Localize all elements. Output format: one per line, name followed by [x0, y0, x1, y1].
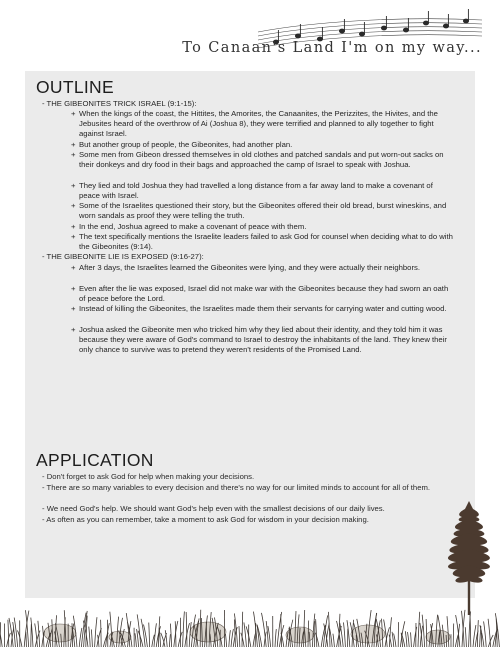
list-item: + They lied and told Joshua they had travelled a long distance from a far away land to make a covenant of peace with Israel. [71, 181, 433, 201]
list-item: + Some of the Israelites questioned their story, but the Gibeonites offered their old bread, burst wineskins, and worn sandals as proof they were telling the truth. [71, 201, 447, 221]
list-item: + Even after the lie was exposed, Israel did not make war with the Gibeonites because they had sworn an oath of peace before the Lord. [71, 284, 449, 304]
list-item: - There are so many variables to every decision and there's no way for our limited minds to account for all of them. [42, 483, 431, 492]
list-item: + But another group of people, the Gibeonites, had another plan. [71, 140, 293, 149]
list-item: - We need God's help. We should want God's help even with the smallest decisions of our daily lives. [42, 504, 385, 513]
list-item: + Instead of killing the Gibeonites, the Israelites made them their servants for carrying water and cutting wood. [71, 304, 447, 313]
list-item: + After 3 days, the Israelites learned the Gibeonites were lying, and they were actually their neighbors. [71, 263, 421, 272]
list-item: + When the kings of the coast, the Hittites, the Amorites, the Canaanites, the Perizzites, the Hivites, and the Jebusites heard of the overthrow of Ai (Joshua 8), they were terrified and planned to ally together to fight against Israel. [71, 109, 438, 139]
list-item: + Joshua asked the Gibeonite men who tricked him why they lied about their identity, and they told him it was because they were aware of God's command to Israel to destroy the inhabitants of the land. They knew their only chance to survive was to pretend they weren't residents of the Promised Land. [71, 325, 447, 355]
section-title: - THE GIBEONITE LIE IS EXPOSED (9:16-27): [42, 252, 204, 261]
application-heading: APPLICATION [36, 450, 154, 470]
list-item: + In the end, Joshua agreed to make a covenant of peace with them. [71, 222, 307, 231]
section-title: - THE GIBEONITES TRICK ISRAEL (9:1-15): [42, 99, 197, 108]
grass-decoration [0, 597, 500, 647]
list-item: - As often as you can remember, take a moment to ask God for wisdom in your decision making. [42, 515, 369, 524]
list-item: - Don't forget to ask God for help when making your decisions. [42, 472, 255, 481]
header-title: To Canaan's Land I'm on my way... [182, 40, 482, 56]
list-item: + Some men from Gibeon dressed themselves in old clothes and patched sandals and put worn-out sacks on their donkeys and dry food in their bags and approached the camp of Israel to speak with Joshua. [71, 150, 444, 170]
list-item: + The text specifically mentions the Israelite leaders failed to ask God for counsel when deciding what to do with the Gibeonites (9:14). [71, 232, 453, 252]
outline-heading: OUTLINE [36, 77, 114, 97]
